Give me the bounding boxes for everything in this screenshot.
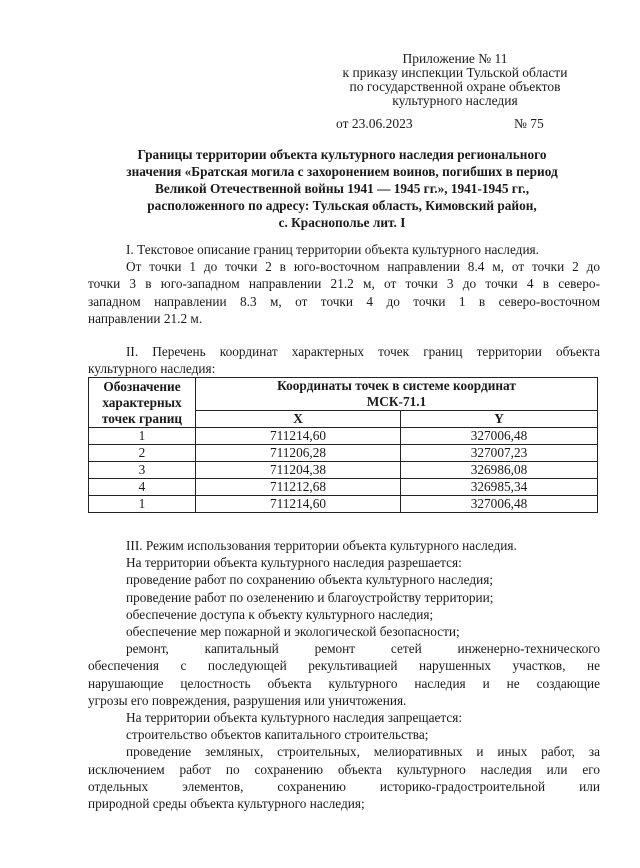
appendix-line-2: по государственной охране объектов bbox=[349, 79, 561, 94]
point-cell: 1 bbox=[89, 496, 196, 513]
table-row bbox=[89, 445, 598, 462]
forbidden-line: природной среды объекта культурного наследия; bbox=[88, 795, 365, 811]
order-date-number bbox=[336, 116, 596, 132]
forbidden-line: исключением работ по сохранению объекта культурного наследия или его bbox=[88, 761, 600, 777]
y-cell: 327006,48 bbox=[401, 496, 598, 513]
x-header: X bbox=[196, 411, 401, 428]
table-row bbox=[89, 479, 598, 496]
header-text: МСК-71.1 bbox=[366, 394, 427, 409]
allowed-intro: На территории объекта культурного наследия разрешается: bbox=[126, 555, 462, 571]
point-cell: 3 bbox=[89, 462, 196, 479]
y-cell: 326986,08 bbox=[401, 462, 598, 479]
title-line: Границы территории объекта культурного наследия регионального bbox=[137, 147, 547, 162]
section-3-heading: III. Режим использования территории объекта культурного наследия. bbox=[126, 538, 517, 553]
table-row bbox=[89, 428, 598, 445]
section-1-line: точки 3 в юго-западном направлении 21.2 м, от точки 3 до точки 4 в северо- bbox=[88, 276, 600, 292]
coordinates-table bbox=[88, 377, 598, 513]
y-cell: 327006,48 bbox=[401, 428, 598, 445]
title-line: значения «Братская могила с захоронением воинов, погибших в период bbox=[126, 164, 558, 179]
header-text: Координаты точек в системе координат bbox=[277, 378, 516, 393]
repair-line: угрозы его повреждения, разрушения или уничтожения. bbox=[88, 692, 407, 708]
forbidden-intro: На территории объекта культурного наследия запрещается: bbox=[126, 709, 463, 725]
appendix-header bbox=[310, 52, 600, 108]
appendix-number: Приложение № 11 bbox=[402, 51, 508, 66]
table-row bbox=[89, 496, 598, 513]
coordinates-header bbox=[196, 378, 598, 411]
point-cell: 2 bbox=[89, 445, 196, 462]
section-1-line: западном направлении 8.3 м, от точки 4 до точки 1 в северо-восточном bbox=[88, 293, 600, 309]
section-2-line: II. Перечень координат характерных точек границ территории объекта bbox=[126, 344, 600, 359]
repair-line: нарушающие целостность объекта культурного наследия и не создающие bbox=[88, 675, 600, 691]
section-2-line: культурного наследия: bbox=[88, 361, 216, 377]
header-text: Обозначение bbox=[103, 378, 181, 394]
x-cell: 711204,38 bbox=[196, 462, 401, 479]
point-designation-header bbox=[89, 378, 196, 428]
order-number: № 75 bbox=[514, 116, 544, 131]
allowed-item: проведение работ по сохранению объекта культурного наследия; bbox=[126, 572, 494, 588]
forbidden-line: проведение земляных, строительных, мелиоративных и иных работ, за bbox=[126, 744, 600, 760]
y-cell: 326985,34 bbox=[401, 479, 598, 496]
order-date: от 23.06.2023 bbox=[336, 116, 413, 131]
section-2 bbox=[88, 343, 600, 377]
title-line: с. Краснополье лит. I bbox=[278, 215, 406, 230]
y-cell: 327007,23 bbox=[401, 445, 598, 462]
header-text: характерных bbox=[102, 394, 182, 410]
point-cell: 1 bbox=[89, 428, 196, 445]
repair-line: обеспечения с последующей рекультивацией нарушенных участков, не bbox=[88, 658, 600, 674]
y-header: Y bbox=[401, 411, 598, 428]
x-cell: 711214,60 bbox=[196, 428, 401, 445]
table-row bbox=[89, 462, 598, 479]
forbidden-item: строительство объектов капитального строительства; bbox=[126, 727, 429, 743]
section-1-line: направлении 21.2 м. bbox=[88, 310, 203, 326]
x-cell: 711212,68 bbox=[196, 479, 401, 496]
section-1-line: От точки 1 до точки 2 в юго-восточном направлении 8.4 м, от точки 2 до bbox=[126, 259, 600, 275]
header-text: точек границ bbox=[101, 410, 183, 426]
forbidden-line: отдельных элементов, сохранению историко-градостроительной или bbox=[88, 778, 600, 794]
repair-line: ремонт, капитальный ремонт сетей инженерно-технического bbox=[126, 641, 600, 657]
x-cell: 711214,60 bbox=[196, 496, 401, 513]
section-1-heading: I. Текстовое описание границ территории объекта культурного наследия. bbox=[126, 242, 539, 257]
title-line: расположенного по адресу: Тульская область, Кимовский район, bbox=[147, 198, 537, 213]
allowed-item: обеспечение мер пожарной и экологической безопасности; bbox=[126, 624, 460, 640]
x-cell: 711206,28 bbox=[196, 445, 401, 462]
document-title bbox=[84, 146, 600, 231]
allowed-item: проведение работ по озеленению и благоустройству территории; bbox=[126, 589, 494, 605]
title-line: Великой Отечественной войны 1941 — 1945 гг.», 1941-1945 гг., bbox=[154, 181, 530, 196]
appendix-line-3: культурного наследия bbox=[392, 93, 518, 108]
section-1 bbox=[88, 241, 600, 327]
allowed-item: обеспечение доступа к объекту культурного наследия; bbox=[126, 606, 434, 622]
section-3 bbox=[88, 537, 600, 812]
point-cell: 4 bbox=[89, 479, 196, 496]
appendix-line-1: к приказу инспекции Тульской области bbox=[342, 65, 568, 80]
